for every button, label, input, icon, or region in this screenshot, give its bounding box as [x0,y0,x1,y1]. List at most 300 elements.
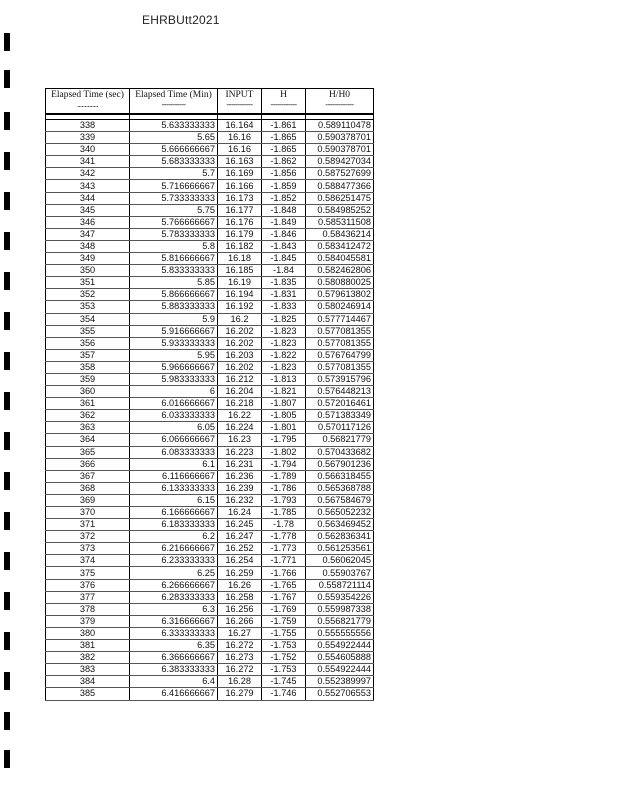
column-header [46,89,130,115]
column-header-label: INPUT [225,90,254,100]
table-cell: 0.585311508 [306,216,374,228]
table-cell: 0.56821779 [306,434,374,446]
table-cell: 16.232 [218,494,262,506]
table-cell: 0.590378701 [306,144,374,156]
table-cell: -1.746 [262,688,306,700]
table-cell: 16.273 [218,652,262,664]
table-row [46,627,374,639]
table-cell: 16.223 [218,446,262,458]
table-cell: 0.552706553 [306,688,374,700]
table-row [46,277,374,289]
table-cell: 16.212 [218,373,262,385]
table-row [46,410,374,422]
table-cell: -1.84 [262,265,306,277]
table-cell: 0.55903767 [306,567,374,579]
table-cell: 16.245 [218,519,262,531]
table-cell: 5.833333333 [130,265,218,277]
table-row [46,349,374,361]
table-cell: -1.831 [262,289,306,301]
table-cell: 367 [46,470,130,482]
table-cell: 6.066666667 [130,434,218,446]
table-cell: 0.577081355 [306,337,374,349]
table-row [46,361,374,373]
table-cell: 5.666666667 [130,144,218,156]
table-cell: -1.821 [262,386,306,398]
table-cell: 5.966666667 [130,361,218,373]
table-row [46,531,374,543]
table-cell: -1.856 [262,168,306,180]
table-cell: 360 [46,386,130,398]
table-cell: 16.247 [218,531,262,543]
table-row [46,373,374,385]
table-cell: -1.843 [262,240,306,252]
table-cell: 16.16 [218,144,262,156]
table-cell: 355 [46,325,130,337]
table-cell: 0.584045581 [306,253,374,265]
table-cell: 0.588477366 [306,180,374,192]
table-cell: 6.1 [130,458,218,470]
table-cell: 5.733333333 [130,192,218,204]
table-cell: -1.794 [262,458,306,470]
table-cell: 16.202 [218,337,262,349]
table-cell: 16.272 [218,640,262,652]
table-cell: 16.192 [218,301,262,313]
table-row [46,652,374,664]
table-row [46,555,374,567]
table-cell: 0.554922444 [306,664,374,676]
table-cell: 6.166666667 [130,507,218,519]
table-cell: 16.239 [218,482,262,494]
table-cell: -1.846 [262,228,306,240]
table-cell: 0.576448213 [306,386,374,398]
table-row [46,216,374,228]
column-header-dash: ------------ [270,100,297,109]
table-cell: 383 [46,664,130,676]
table-cell: 0.58436214 [306,228,374,240]
table-cell: -1.849 [262,216,306,228]
table-row [46,144,374,156]
table-cell: -1.801 [262,422,306,434]
table-row [46,325,374,337]
table-cell: 369 [46,494,130,506]
table-cell: 6.05 [130,422,218,434]
table-cell: -1.765 [262,579,306,591]
table-cell: 16.266 [218,615,262,627]
table-cell: 0.583412472 [306,240,374,252]
table-row [46,640,374,652]
table-cell: 354 [46,313,130,325]
table-cell: 6.133333333 [130,482,218,494]
registration-mark [4,592,10,610]
table-row [46,446,374,458]
table-cell: 0.570117126 [306,422,374,434]
table-cell: 16.169 [218,168,262,180]
table-cell: 0.589110478 [306,120,374,132]
table-cell: 347 [46,228,130,240]
table-row [46,265,374,277]
table-cell: 16.163 [218,156,262,168]
table-cell: 16.18 [218,253,262,265]
table-cell: -1.823 [262,337,306,349]
table-cell: 349 [46,253,130,265]
table-cell: -1.752 [262,652,306,664]
table-cell: 0.566318455 [306,470,374,482]
table-row [46,543,374,555]
table-cell: 6.333333333 [130,627,218,639]
table-cell: 0.567584679 [306,494,374,506]
table-cell: 0.562836341 [306,531,374,543]
table-cell: 0.577081355 [306,361,374,373]
table-cell: 0.554922444 [306,640,374,652]
table-row [46,507,374,519]
table-cell: 0.573915796 [306,373,374,385]
table-cell: 6.35 [130,640,218,652]
table-cell: 16.23 [218,434,262,446]
table-cell: -1.848 [262,204,306,216]
table-cell: 0.561253561 [306,543,374,555]
table-cell: 6.383333333 [130,664,218,676]
table-cell: 382 [46,652,130,664]
table-row [46,180,374,192]
table-cell: 341 [46,156,130,168]
table-cell: 378 [46,603,130,615]
table-cell: 6.316666667 [130,615,218,627]
table-row [46,253,374,265]
table-cell: 16.27 [218,627,262,639]
table-cell: 16.259 [218,567,262,579]
table-cell: -1.802 [262,446,306,458]
column-header-dash: ------------- [325,100,354,109]
table-row [46,156,374,168]
table-cell: 0.570433682 [306,446,374,458]
table-cell: 373 [46,543,130,555]
table-cell: 359 [46,373,130,385]
table-cell: 16.202 [218,325,262,337]
table-row [46,615,374,627]
table-cell: 5.866666667 [130,289,218,301]
table-cell: -1.823 [262,361,306,373]
table-cell: 371 [46,519,130,531]
table-cell: 16.258 [218,591,262,603]
column-header [218,89,262,115]
table-cell: 6.15 [130,494,218,506]
table-cell: 16.236 [218,470,262,482]
table-cell: 376 [46,579,130,591]
table-cell: 0.559354226 [306,591,374,603]
table-cell: -1.755 [262,627,306,639]
table-cell: -1.805 [262,410,306,422]
column-header-dash: ----------- [161,100,186,109]
table-cell: 6.233333333 [130,555,218,567]
table-cell: 343 [46,180,130,192]
table-cell: -1.766 [262,567,306,579]
page-header: EHRBUtt2021 [142,13,220,27]
table-row [46,289,374,301]
table-cell: 5.633333333 [130,120,218,132]
table-row [46,228,374,240]
table-row [46,519,374,531]
table-cell: 16.279 [218,688,262,700]
table-row [46,470,374,482]
registration-mark [4,712,10,730]
table-cell: 16.182 [218,240,262,252]
table-cell: 372 [46,531,130,543]
registration-mark [4,33,10,51]
table-cell: -1.759 [262,615,306,627]
table-cell: -1.861 [262,120,306,132]
table-cell: 5.916666667 [130,325,218,337]
data-table-container [45,88,373,701]
table-cell: -1.823 [262,325,306,337]
table-cell: 370 [46,507,130,519]
table-cell: -1.813 [262,373,306,385]
table-cell: 0.556821779 [306,615,374,627]
table-cell: 362 [46,410,130,422]
table-cell: 6.25 [130,567,218,579]
table-row [46,422,374,434]
table-cell: 350 [46,265,130,277]
table-row [46,482,374,494]
table-row [46,168,374,180]
table-cell: 16.166 [218,180,262,192]
table-cell: 6.083333333 [130,446,218,458]
table-cell: 344 [46,192,130,204]
table-cell: 16.194 [218,289,262,301]
table-row [46,386,374,398]
table-cell: 16.272 [218,664,262,676]
table-cell: 16.231 [218,458,262,470]
table-cell: 0.589427034 [306,156,374,168]
column-header-label: Elapsed Time (Min) [135,90,212,100]
column-header-dash: ------------ [226,100,253,109]
table-row [46,458,374,470]
table-cell: 5.983333333 [130,373,218,385]
table-cell: 0.571383349 [306,410,374,422]
column-header-label: Elapsed Time (sec) [51,90,124,100]
table-cell: 6.366666667 [130,652,218,664]
table-cell: -1.786 [262,482,306,494]
table-row [46,434,374,446]
table-cell: 377 [46,591,130,603]
table-cell: 5.8 [130,240,218,252]
table-cell: -1.865 [262,132,306,144]
table-cell: -1.852 [262,192,306,204]
table-row [46,579,374,591]
table-cell: -1.753 [262,640,306,652]
table-row [46,301,374,313]
registration-mark [4,232,10,250]
table-cell: 366 [46,458,130,470]
table-cell: 5.85 [130,277,218,289]
table-cell: 5.75 [130,204,218,216]
table-cell: 16.22 [218,410,262,422]
table-row [46,313,374,325]
table-cell: -1.78 [262,519,306,531]
table-cell: -1.773 [262,543,306,555]
table-row [46,240,374,252]
table-cell: 351 [46,277,130,289]
table-row [46,688,374,700]
table-cell: 5.933333333 [130,337,218,349]
table-cell: 348 [46,240,130,252]
table-cell: 5.783333333 [130,228,218,240]
table-cell: 0.590378701 [306,132,374,144]
table-cell: 0.572016461 [306,398,374,410]
registration-mark [4,672,10,690]
table-cell: 16.256 [218,603,262,615]
table-cell: 5.683333333 [130,156,218,168]
table-cell: 16.185 [218,265,262,277]
table-cell: 345 [46,204,130,216]
column-header-label: H [280,90,287,100]
table-row [46,398,374,410]
column-header-dash: .............. [77,100,98,109]
table-row [46,337,374,349]
table-cell: 340 [46,144,130,156]
table-row [46,494,374,506]
table-cell: 358 [46,361,130,373]
table-cell: 16.164 [218,120,262,132]
table-cell: -1.767 [262,591,306,603]
table-cell: 0.552389997 [306,676,374,688]
table-cell: -1.795 [262,434,306,446]
table-cell: 381 [46,640,130,652]
table-cell: 384 [46,676,130,688]
table-row [46,132,374,144]
table-cell: 342 [46,168,130,180]
table-cell: -1.865 [262,144,306,156]
table-cell: 363 [46,422,130,434]
table-cell: 379 [46,615,130,627]
table-row [46,664,374,676]
table-cell: 0.565052232 [306,507,374,519]
table-cell: 374 [46,555,130,567]
table-cell: -1.778 [262,531,306,543]
table-cell: 5.883333333 [130,301,218,313]
table-cell: 5.816666667 [130,253,218,265]
table-cell: 6.016666667 [130,398,218,410]
table-cell: 0.580880025 [306,277,374,289]
table-row [46,204,374,216]
table-cell: -1.825 [262,313,306,325]
table-cell: 0.579613802 [306,289,374,301]
table-cell: 0.555555556 [306,627,374,639]
table-cell: 353 [46,301,130,313]
registration-mark [4,272,10,290]
table-cell: -1.845 [262,253,306,265]
registration-mark [4,552,10,570]
table-cell: 6.033333333 [130,410,218,422]
table-cell: 16.24 [218,507,262,519]
table-cell: 6 [130,386,218,398]
table-cell: -1.835 [262,277,306,289]
registration-mark [4,352,10,370]
table-cell: 0.584985252 [306,204,374,216]
table-cell: 357 [46,349,130,361]
table-cell: -1.807 [262,398,306,410]
registration-mark [4,112,10,130]
table-cell: 16.26 [218,579,262,591]
table-cell: -1.789 [262,470,306,482]
table-cell: 385 [46,688,130,700]
table-cell: 361 [46,398,130,410]
table-row [46,192,374,204]
table-cell: 0.563469452 [306,519,374,531]
registration-mark [4,152,10,170]
registration-mark [4,392,10,410]
column-header [130,89,218,115]
registration-mark [4,750,10,768]
table-cell: 0.576764799 [306,349,374,361]
table-cell: 346 [46,216,130,228]
table-cell: -1.862 [262,156,306,168]
table-row [46,591,374,603]
table-cell: 5.716666667 [130,180,218,192]
table-cell: 0.577081355 [306,325,374,337]
table-row [46,567,374,579]
table-cell: -1.822 [262,349,306,361]
table-cell: 16.202 [218,361,262,373]
table-header-row [46,89,374,115]
table-cell: 6.216666667 [130,543,218,555]
margin-registration-marks [4,0,12,800]
registration-mark [4,70,10,88]
table-cell: -1.753 [262,664,306,676]
table-cell: 16.28 [218,676,262,688]
table-cell: 16.224 [218,422,262,434]
table-cell: 5.65 [130,132,218,144]
table-cell: -1.745 [262,676,306,688]
table-cell: 6.3 [130,603,218,615]
table-cell: 380 [46,627,130,639]
table-cell: 16.252 [218,543,262,555]
table-cell: 6.266666667 [130,579,218,591]
table-body [46,114,374,700]
table-cell: 338 [46,120,130,132]
registration-mark [4,192,10,210]
table-cell: 16.173 [218,192,262,204]
registration-mark [4,472,10,490]
column-header [262,89,306,115]
table-cell: 0.559987338 [306,603,374,615]
table-row [46,676,374,688]
table-cell: 16.218 [218,398,262,410]
table-cell: 375 [46,567,130,579]
table-cell: 356 [46,337,130,349]
registration-mark [4,432,10,450]
column-header-label: H/H0 [328,90,351,100]
table-cell: 16.179 [218,228,262,240]
table-row [46,120,374,132]
table-cell: 16.177 [218,204,262,216]
table-cell: 5.95 [130,349,218,361]
table-cell: 368 [46,482,130,494]
table-cell: 16.203 [218,349,262,361]
table-cell: 16.204 [218,386,262,398]
table-cell: 5.7 [130,168,218,180]
table-cell: 6.416666667 [130,688,218,700]
table-cell: 16.2 [218,313,262,325]
registration-mark [4,312,10,330]
table-cell: -1.833 [262,301,306,313]
table-cell: 0.587527699 [306,168,374,180]
table-cell: 0.580246914 [306,301,374,313]
table-cell: 352 [46,289,130,301]
table-cell: 0.558721114 [306,579,374,591]
table-cell: 16.176 [218,216,262,228]
data-table [45,88,374,701]
table-cell: 16.19 [218,277,262,289]
